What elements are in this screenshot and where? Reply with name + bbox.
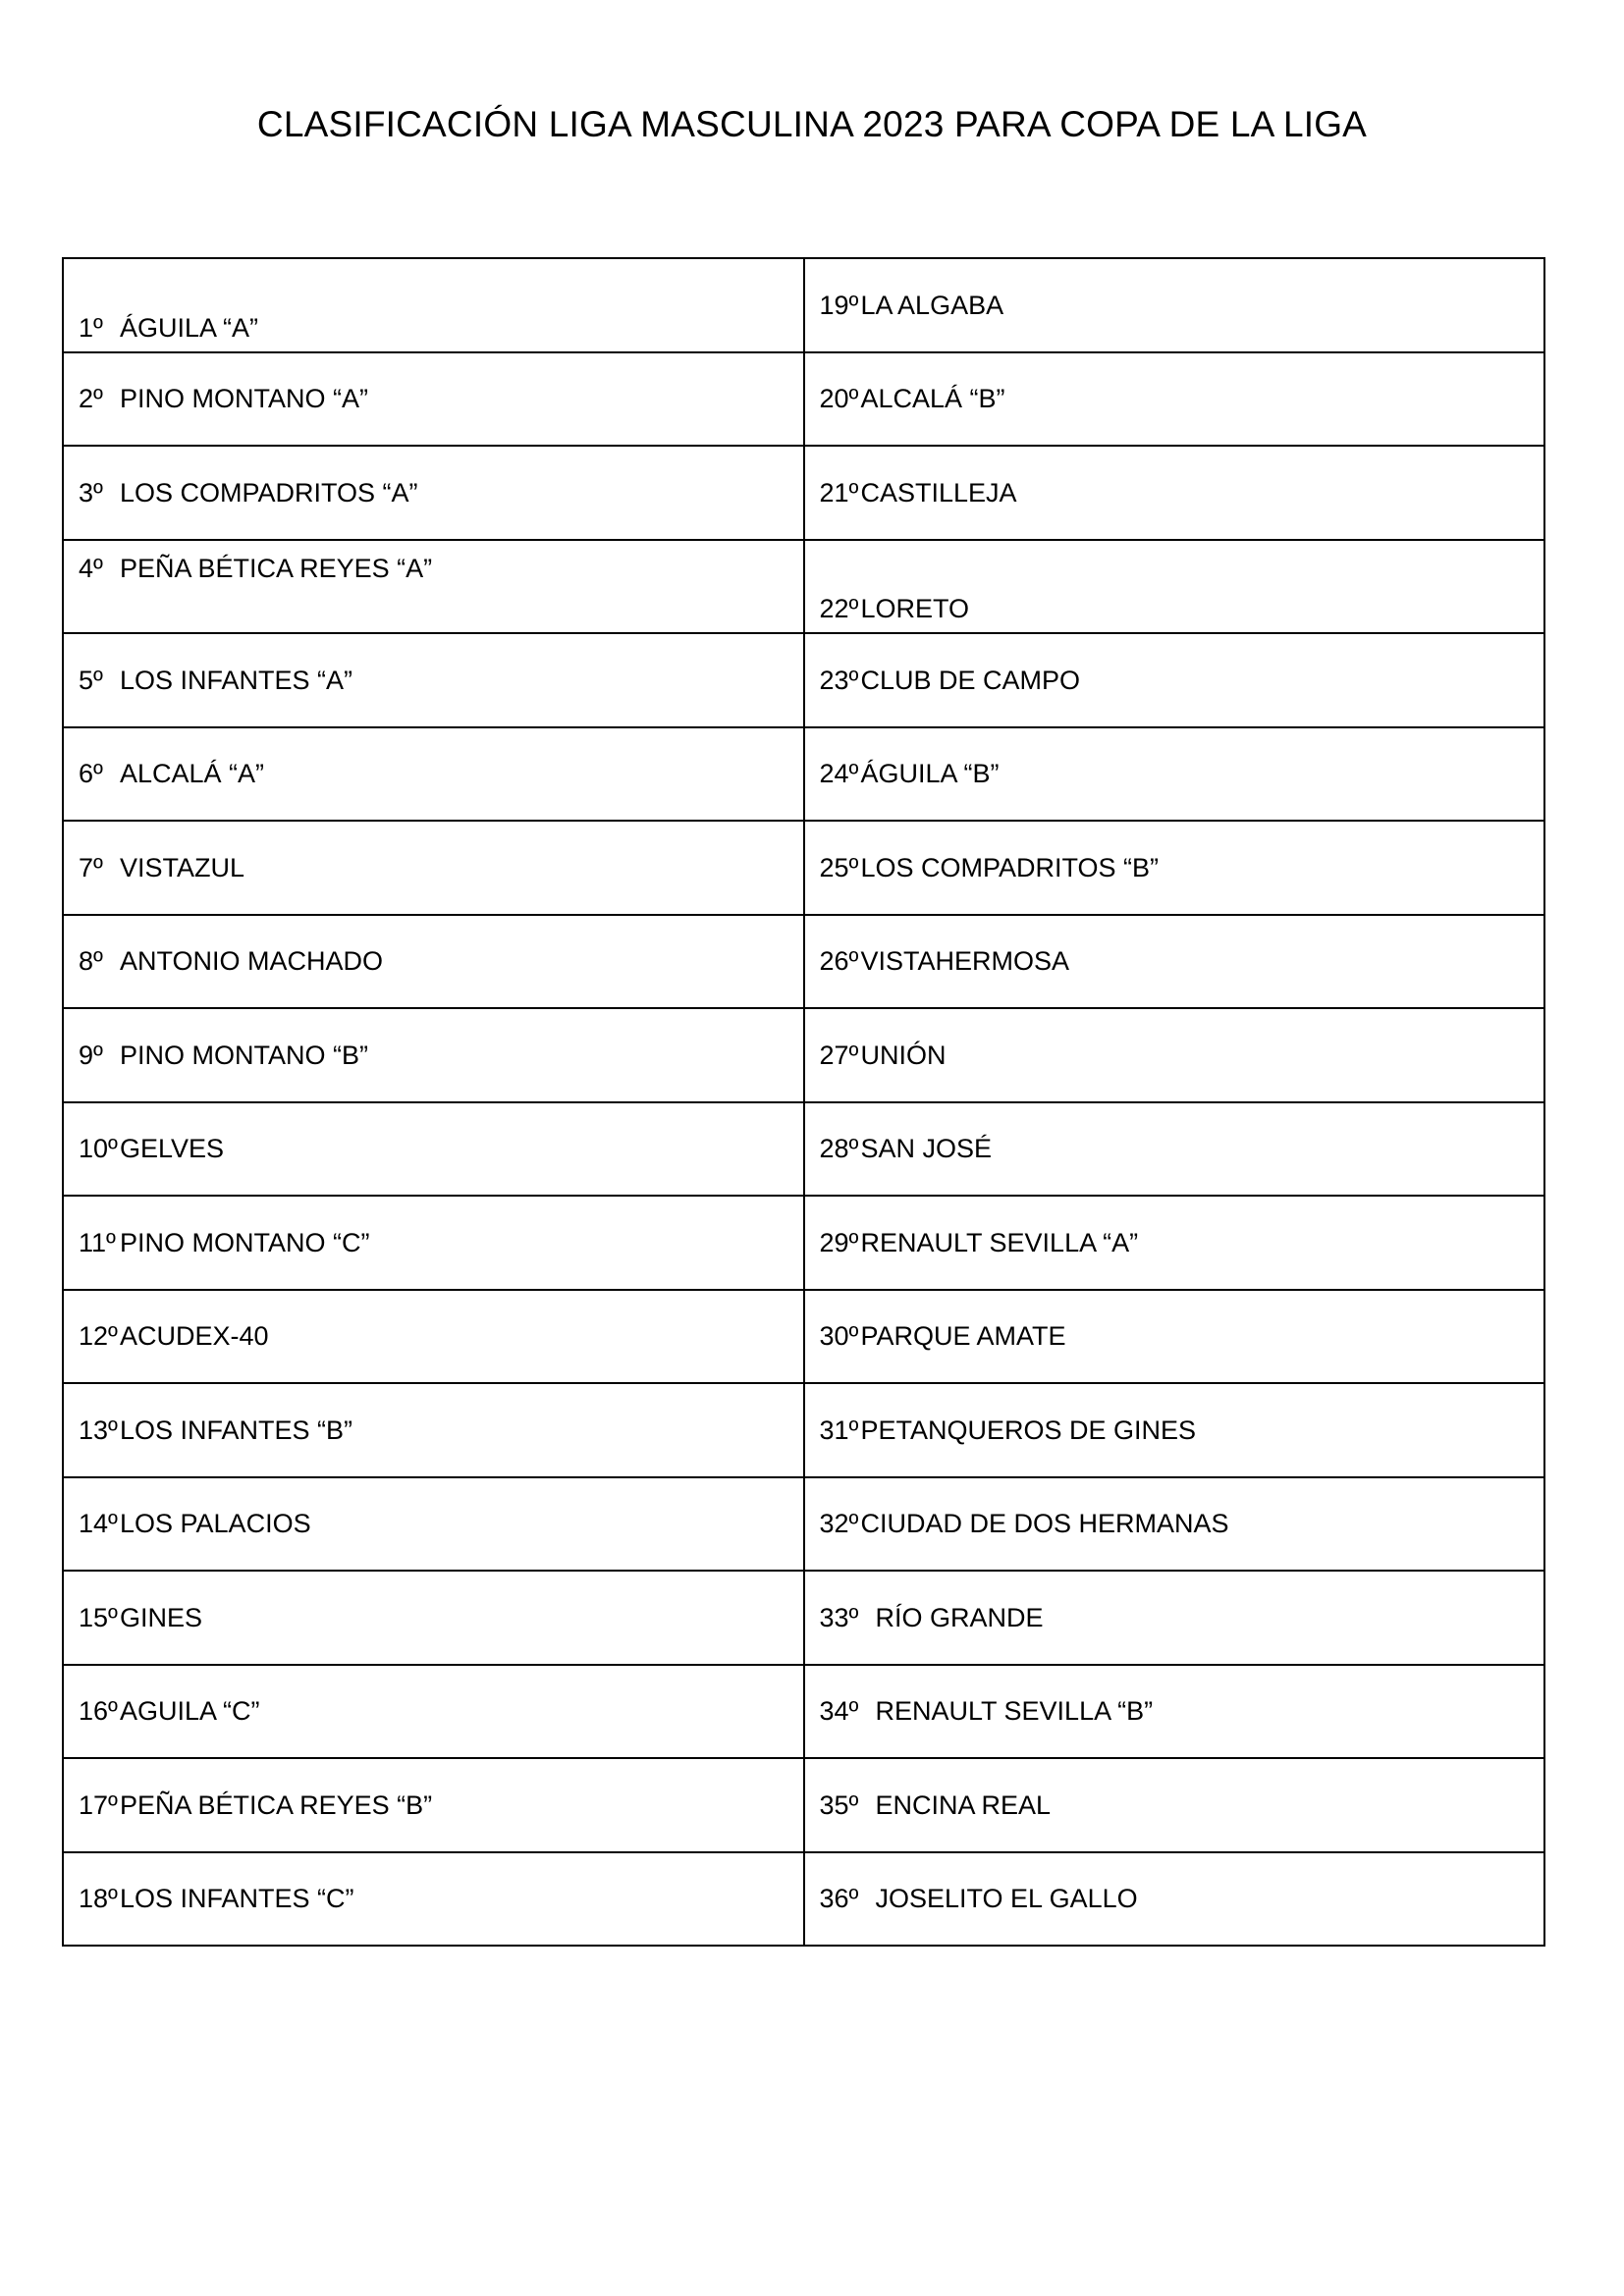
team-name: CLUB DE CAMPO bbox=[860, 665, 1081, 695]
standing-cell-right bbox=[804, 1477, 1545, 1572]
team-name: PETANQUEROS DE GINES bbox=[860, 1415, 1197, 1445]
standing-cell-right bbox=[804, 352, 1545, 447]
position-label: 1º bbox=[79, 312, 103, 343]
position-label: 3º bbox=[79, 477, 103, 507]
table-row bbox=[63, 1665, 1544, 1759]
table-row bbox=[63, 258, 1544, 352]
table-row bbox=[63, 352, 1544, 447]
standing-cell-left bbox=[63, 727, 804, 822]
standing-cell-right bbox=[804, 1383, 1545, 1477]
position-label: 9º bbox=[79, 1040, 103, 1070]
team-name: JOSELITO EL GALLO bbox=[875, 1884, 1138, 1914]
standing-cell-left bbox=[63, 1008, 804, 1102]
position-label: 7º bbox=[79, 852, 103, 882]
team-name: LOS INFANTES “A” bbox=[120, 665, 353, 695]
standing-cell-right bbox=[804, 1196, 1545, 1290]
team-name: RENAULT SEVILLA “B” bbox=[875, 1696, 1154, 1727]
team-name: CASTILLEJA bbox=[860, 477, 1017, 507]
team-name: SAN JOSÉ bbox=[860, 1134, 993, 1164]
team-name: LOS COMPADRITOS “B” bbox=[860, 852, 1160, 882]
standing-cell-left bbox=[63, 915, 804, 1009]
standing-cell-right bbox=[804, 633, 1545, 727]
position-label: 31º bbox=[819, 1415, 859, 1445]
team-name: LORETO bbox=[860, 594, 970, 623]
team-name: PINO MONTANO “A” bbox=[120, 384, 368, 414]
standing-cell-left bbox=[63, 1665, 804, 1759]
position-label: 13º bbox=[79, 1415, 118, 1445]
standing-cell-left bbox=[63, 258, 804, 352]
team-name: ACUDEX-40 bbox=[120, 1321, 269, 1352]
standing-cell-left bbox=[63, 821, 804, 915]
team-name: LOS INFANTES “C” bbox=[120, 1884, 354, 1914]
standing-cell-left bbox=[63, 352, 804, 447]
team-name: PEÑA BÉTICA REYES “B” bbox=[120, 1789, 433, 1820]
position-label: 6º bbox=[79, 759, 103, 789]
standing-cell-left bbox=[63, 1290, 804, 1384]
team-name: LOS PALACIOS bbox=[120, 1509, 311, 1539]
position-label: 19º bbox=[819, 290, 859, 320]
standing-cell-left bbox=[63, 633, 804, 727]
position-label: 11º bbox=[79, 1227, 116, 1257]
position-label: 26º bbox=[819, 946, 859, 977]
position-label: 28º bbox=[819, 1134, 859, 1164]
standing-cell-right bbox=[804, 1290, 1545, 1384]
team-name: ALCALÁ “B” bbox=[860, 384, 1005, 414]
standing-cell-right bbox=[804, 258, 1545, 352]
team-name: LOS INFANTES “B” bbox=[120, 1415, 353, 1445]
standing-cell-right bbox=[804, 540, 1545, 634]
table-row bbox=[63, 446, 1544, 540]
team-name: RÍO GRANDE bbox=[875, 1602, 1044, 1632]
standing-cell-right bbox=[804, 1852, 1545, 1947]
position-label: 12º bbox=[79, 1321, 118, 1352]
table-row bbox=[63, 1290, 1544, 1384]
standing-cell-right bbox=[804, 1758, 1545, 1852]
position-label: 36º bbox=[819, 1884, 859, 1914]
position-label: 32º bbox=[819, 1509, 859, 1539]
standings-table bbox=[62, 257, 1545, 1947]
table-row bbox=[63, 1102, 1544, 1197]
team-name: GINES bbox=[120, 1602, 203, 1632]
standing-cell-left bbox=[63, 1383, 804, 1477]
table-row bbox=[63, 1477, 1544, 1572]
table-row bbox=[63, 1383, 1544, 1477]
table-row bbox=[63, 915, 1544, 1009]
position-label: 22º bbox=[819, 594, 859, 623]
team-name: UNIÓN bbox=[860, 1040, 947, 1070]
position-label: 14º bbox=[79, 1509, 118, 1539]
position-label: 33º bbox=[819, 1602, 859, 1632]
position-label: 24º bbox=[819, 759, 859, 789]
team-name: PARQUE AMATE bbox=[860, 1321, 1066, 1352]
team-name: PINO MONTANO “C” bbox=[120, 1227, 370, 1257]
team-name: ENCINA REAL bbox=[875, 1789, 1052, 1820]
position-label: 15º bbox=[79, 1602, 118, 1632]
standing-cell-left bbox=[63, 1758, 804, 1852]
position-label: 30º bbox=[819, 1321, 859, 1352]
team-name: VISTAHERMOSA bbox=[860, 946, 1070, 977]
position-label: 35º bbox=[819, 1789, 859, 1820]
position-label: 23º bbox=[819, 665, 859, 695]
table-row bbox=[63, 1196, 1544, 1290]
position-label: 16º bbox=[79, 1696, 118, 1727]
position-label: 4º bbox=[79, 553, 103, 583]
standing-cell-right bbox=[804, 727, 1545, 822]
team-name: VISTAZUL bbox=[120, 852, 245, 882]
team-name: RENAULT SEVILLA “A” bbox=[860, 1227, 1139, 1257]
table-row bbox=[63, 540, 1544, 634]
position-label: 8º bbox=[79, 946, 103, 977]
page-title: CLASIFICACIÓN LIGA MASCULINA 2023 PARA COPA DE LA LIGA bbox=[256, 104, 1368, 144]
position-label: 27º bbox=[819, 1040, 859, 1070]
standing-cell-left bbox=[63, 1102, 804, 1197]
standing-cell-right bbox=[804, 1571, 1545, 1665]
team-name: ÁGUILA “A” bbox=[120, 312, 259, 343]
team-name: GELVES bbox=[120, 1134, 225, 1164]
team-name: PEÑA BÉTICA REYES “A” bbox=[120, 553, 433, 583]
position-label: 2º bbox=[79, 384, 103, 414]
table-row bbox=[63, 1008, 1544, 1102]
standing-cell-left bbox=[63, 1196, 804, 1290]
position-label: 21º bbox=[819, 477, 859, 507]
table-row bbox=[63, 727, 1544, 822]
team-name: CIUDAD DE DOS HERMANAS bbox=[860, 1509, 1229, 1539]
standing-cell-right bbox=[804, 1102, 1545, 1197]
team-name: LA ALGABA bbox=[860, 290, 1004, 320]
position-label: 5º bbox=[79, 665, 103, 695]
table-row bbox=[63, 633, 1544, 727]
standing-cell-right bbox=[804, 915, 1545, 1009]
standing-cell-left bbox=[63, 446, 804, 540]
team-name: ANTONIO MACHADO bbox=[120, 946, 384, 977]
position-label: 34º bbox=[819, 1696, 859, 1727]
position-label: 18º bbox=[79, 1884, 118, 1914]
table-row bbox=[63, 821, 1544, 915]
team-name: AGUILA “C” bbox=[120, 1696, 260, 1727]
team-name: ÁGUILA “B” bbox=[860, 759, 1000, 789]
position-label: 29º bbox=[819, 1227, 859, 1257]
standing-cell-left bbox=[63, 1571, 804, 1665]
position-label: 17º bbox=[79, 1789, 118, 1820]
standings-table-body bbox=[63, 258, 1544, 1946]
standing-cell-right bbox=[804, 1665, 1545, 1759]
standing-cell-right bbox=[804, 821, 1545, 915]
table-row bbox=[63, 1758, 1544, 1852]
standing-cell-left bbox=[63, 1477, 804, 1572]
table-row bbox=[63, 1571, 1544, 1665]
position-label: 10º bbox=[79, 1134, 118, 1164]
standing-cell-left bbox=[63, 540, 804, 634]
standing-cell-left bbox=[63, 1852, 804, 1947]
standing-cell-right bbox=[804, 1008, 1545, 1102]
position-label: 20º bbox=[819, 384, 859, 414]
team-name: ALCALÁ “A” bbox=[120, 759, 265, 789]
team-name: PINO MONTANO “B” bbox=[120, 1040, 368, 1070]
table-row bbox=[63, 1852, 1544, 1947]
team-name: LOS COMPADRITOS “A” bbox=[120, 477, 418, 507]
standing-cell-right bbox=[804, 446, 1545, 540]
position-label: 25º bbox=[819, 852, 859, 882]
